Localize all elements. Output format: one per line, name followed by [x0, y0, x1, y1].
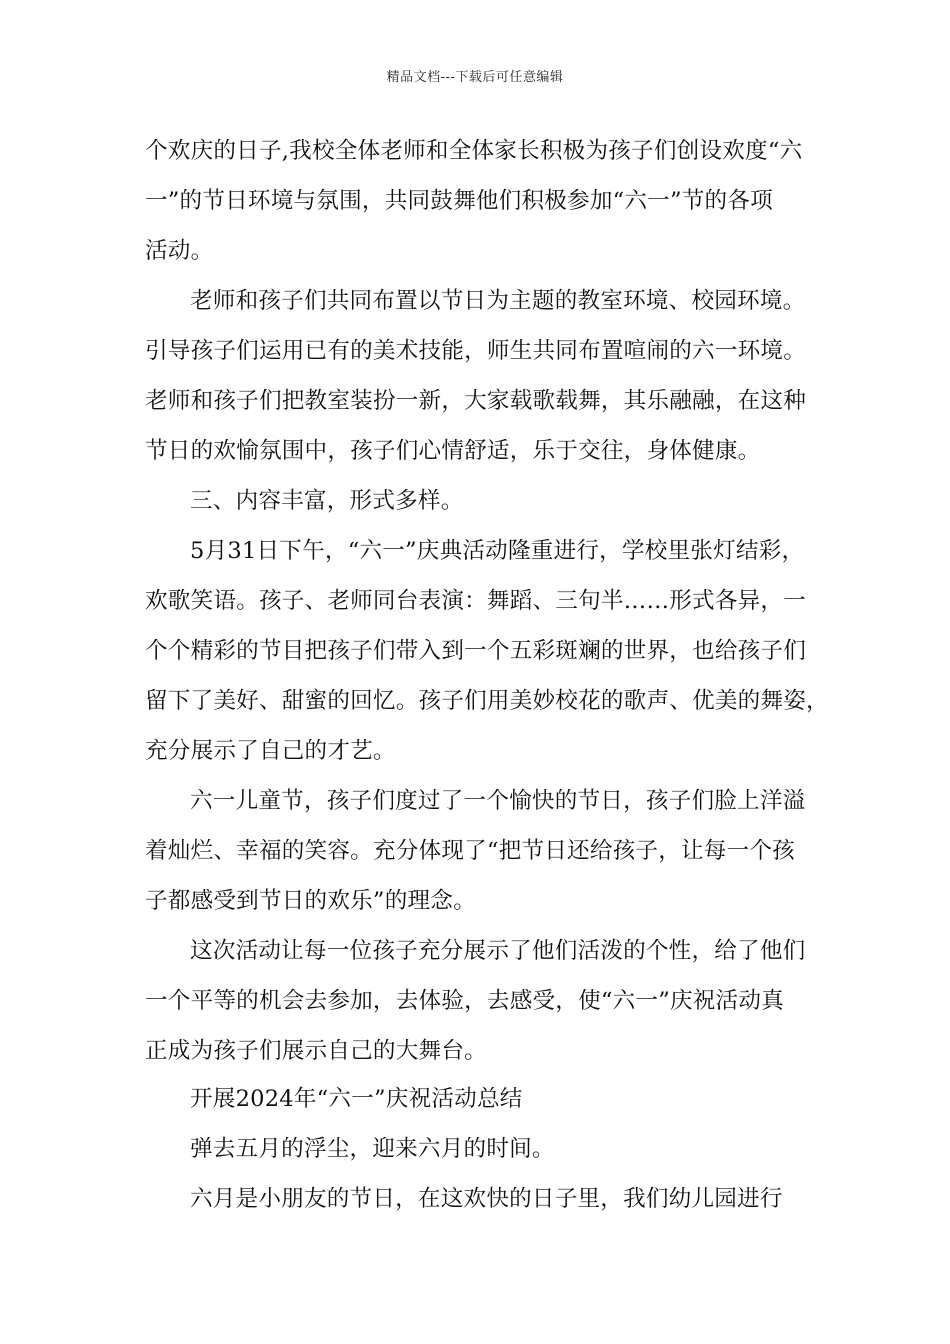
text-line: 这次活动让每一位孩子充分展示了他们活泼的个性，给了他们: [190, 938, 806, 964]
text-line: 个个精彩的节目把孩子们带入到一个五彩斑斓的世界，也给孩子们: [145, 638, 807, 664]
page-header: 精品文档---下载后可任意编辑: [386, 70, 564, 85]
text-line: 5月31日下午，“六一”庆典活动隆重进行，学校里张灯结彩，: [190, 538, 805, 564]
text-line: 正成为孩子们展示自己的大舞台。: [145, 1038, 487, 1064]
text-line: 子都感受到节日的欢乐”的理念。: [145, 888, 476, 914]
section-title: 开展2024年“六一”庆祝活动总结: [190, 1086, 523, 1112]
text-line: 活动。: [145, 238, 214, 264]
text-line: 老师和孩子们把教室装扮一新，大家载歌载舞，其乐融融，在这种: [145, 388, 807, 414]
text-line: 着灿烂、幸福的笑容。充分体现了“把节日还给孩子，让每一个孩: [145, 838, 795, 864]
text-line: 欢歌笑语。孩子、老师同台表演：舞蹈、三句半……形式各异，一: [145, 588, 807, 614]
text-line: 引导孩子们运用已有的美术技能，师生共同布置喧闹的六一环境。: [145, 338, 807, 364]
text-line: 一”的节日环境与氛围，共同鼓舞他们积极参加“六一”节的各项: [145, 188, 773, 214]
text-line: 六月是小朋友的节日，在这欢快的日子里，我们幼儿园进行: [190, 1186, 783, 1212]
text-line: 六一儿童节，孩子们度过了一个愉快的节日，孩子们脸上洋溢: [190, 788, 806, 814]
text-line: 一个平等的机会去参加，去体验，去感受，使“六一”庆祝活动真: [145, 988, 784, 1014]
text-line: 节日的欢愉氛围中，孩子们心情舒适，乐于交往，身体健康。: [145, 438, 761, 464]
text-line: 三、内容丰富，形式多样。: [190, 488, 464, 514]
text-line: 充分展示了自己的才艺。: [145, 738, 396, 764]
text-line: 老师和孩子们共同布置以节日为主题的教室环境、校园环境。: [190, 288, 806, 314]
text-line: 个欢庆的日子,我校全体老师和全体家长积极为孩子们创设欢度“六: [145, 138, 803, 164]
text-line: 留下了美好、甜蜜的回忆。孩子们用美妙校花的歌声、优美的舞姿，: [145, 688, 829, 714]
text-line: 弹去五月的浮尘，迎来六月的时间。: [190, 1136, 555, 1162]
